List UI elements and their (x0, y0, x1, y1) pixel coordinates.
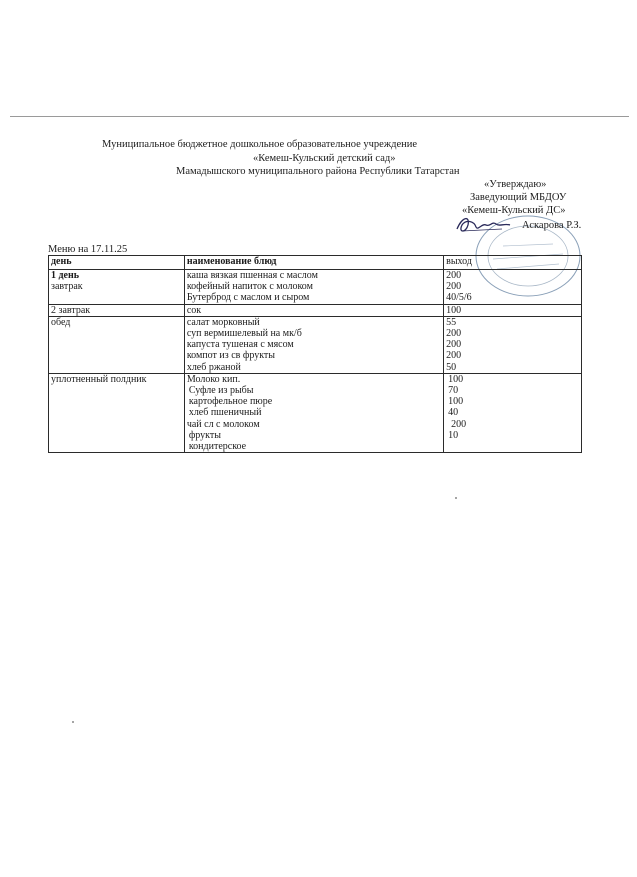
yield-value: 100 (446, 304, 462, 316)
approval-position: Заведующий МБДОУ (470, 192, 567, 203)
yield-value: 50 (446, 361, 457, 373)
day-cell (49, 270, 185, 305)
dish-item: Молоко кип. (186, 373, 241, 385)
menu-table (48, 255, 582, 453)
yield-value: 200 (446, 270, 462, 281)
header-yield: выход (444, 256, 582, 270)
dishes-cell (184, 304, 443, 316)
dish-item: картофельное пюре (188, 396, 273, 408)
meal-label: 2 завтрак (51, 304, 91, 316)
dish-item: кондитерское (188, 441, 247, 453)
dish-item: хлеб пшеничный (188, 407, 262, 419)
meal-label: завтрак (51, 281, 83, 293)
meal-cell (49, 373, 185, 452)
yield-value: 200 (446, 328, 462, 340)
yield-value: 200 (446, 350, 462, 362)
meal-cell (49, 304, 185, 316)
yields-cell (444, 304, 582, 316)
institution-name-line2: «Кемеш-Кульский детский сад» (253, 153, 396, 164)
dish-item: Суфле из рыбы (188, 385, 254, 397)
meal-label: уплотненный полдник (51, 373, 147, 385)
menu-title: Меню на 17.11.25 (48, 244, 128, 255)
yield-value: 200 (446, 281, 462, 293)
table-row (49, 304, 582, 316)
dish-item: компот из св фрукты (186, 350, 276, 362)
yield-value: 100 (448, 396, 464, 408)
institution-name-line1: Муниципальное бюджетное дошкольное образовательное учреждение (102, 139, 417, 150)
dish-item: хлеб ржаной (186, 361, 241, 373)
dishes-cell (184, 270, 443, 305)
dish-item: каша вязкая пшенная с маслом (186, 270, 318, 281)
yield-value: 55 (446, 316, 457, 328)
approval-signer-name: Аскарова Р.З. (522, 220, 582, 231)
dish-item: кофейный напиток с молоком (186, 281, 313, 293)
yield-value: 200 (446, 339, 462, 351)
yields-cell (444, 373, 582, 452)
dish-item: салат морковный (186, 316, 260, 328)
header-day: день (49, 256, 185, 270)
meal-label: обед (51, 316, 71, 328)
dish-item: капуста тушеная с мясом (186, 339, 294, 351)
yield-value: 200 (451, 418, 467, 430)
day-label: 1 день (51, 270, 80, 281)
institution-name-line3: Мамадышского муниципального района Республики Татарстан (176, 166, 460, 177)
yield-value: 40/5/6 (446, 292, 472, 304)
dish-item: сок (186, 304, 202, 316)
dish-item: фрукты (188, 429, 221, 441)
yields-cell (444, 270, 582, 305)
table-header-row (49, 256, 582, 270)
dish-item: суп вермишелевый на мк/б (186, 328, 302, 340)
dishes-cell (184, 316, 443, 373)
yields-cell (444, 316, 582, 373)
yield-value: 10 (448, 429, 459, 441)
table-row (49, 373, 582, 452)
yield-value: 70 (448, 385, 459, 397)
approval-heading: «Утверждаю» (484, 179, 547, 190)
table-row (49, 270, 582, 305)
yield-value: 100 (448, 373, 464, 385)
table-row (49, 316, 582, 373)
header-dish-name: наименование блюд (184, 256, 443, 270)
approval-organization: «Кемеш-Кульский ДС» (462, 205, 566, 216)
dishes-cell (184, 373, 443, 452)
scan-speck (72, 721, 74, 723)
dish-item: чай сл с молоком (186, 418, 260, 430)
scan-top-edge-line (10, 116, 629, 117)
yield-value: 40 (448, 407, 459, 419)
dish-item: Бутерброд с маслом и сыром (186, 292, 310, 304)
meal-cell (49, 316, 185, 373)
scan-speck (455, 497, 457, 499)
